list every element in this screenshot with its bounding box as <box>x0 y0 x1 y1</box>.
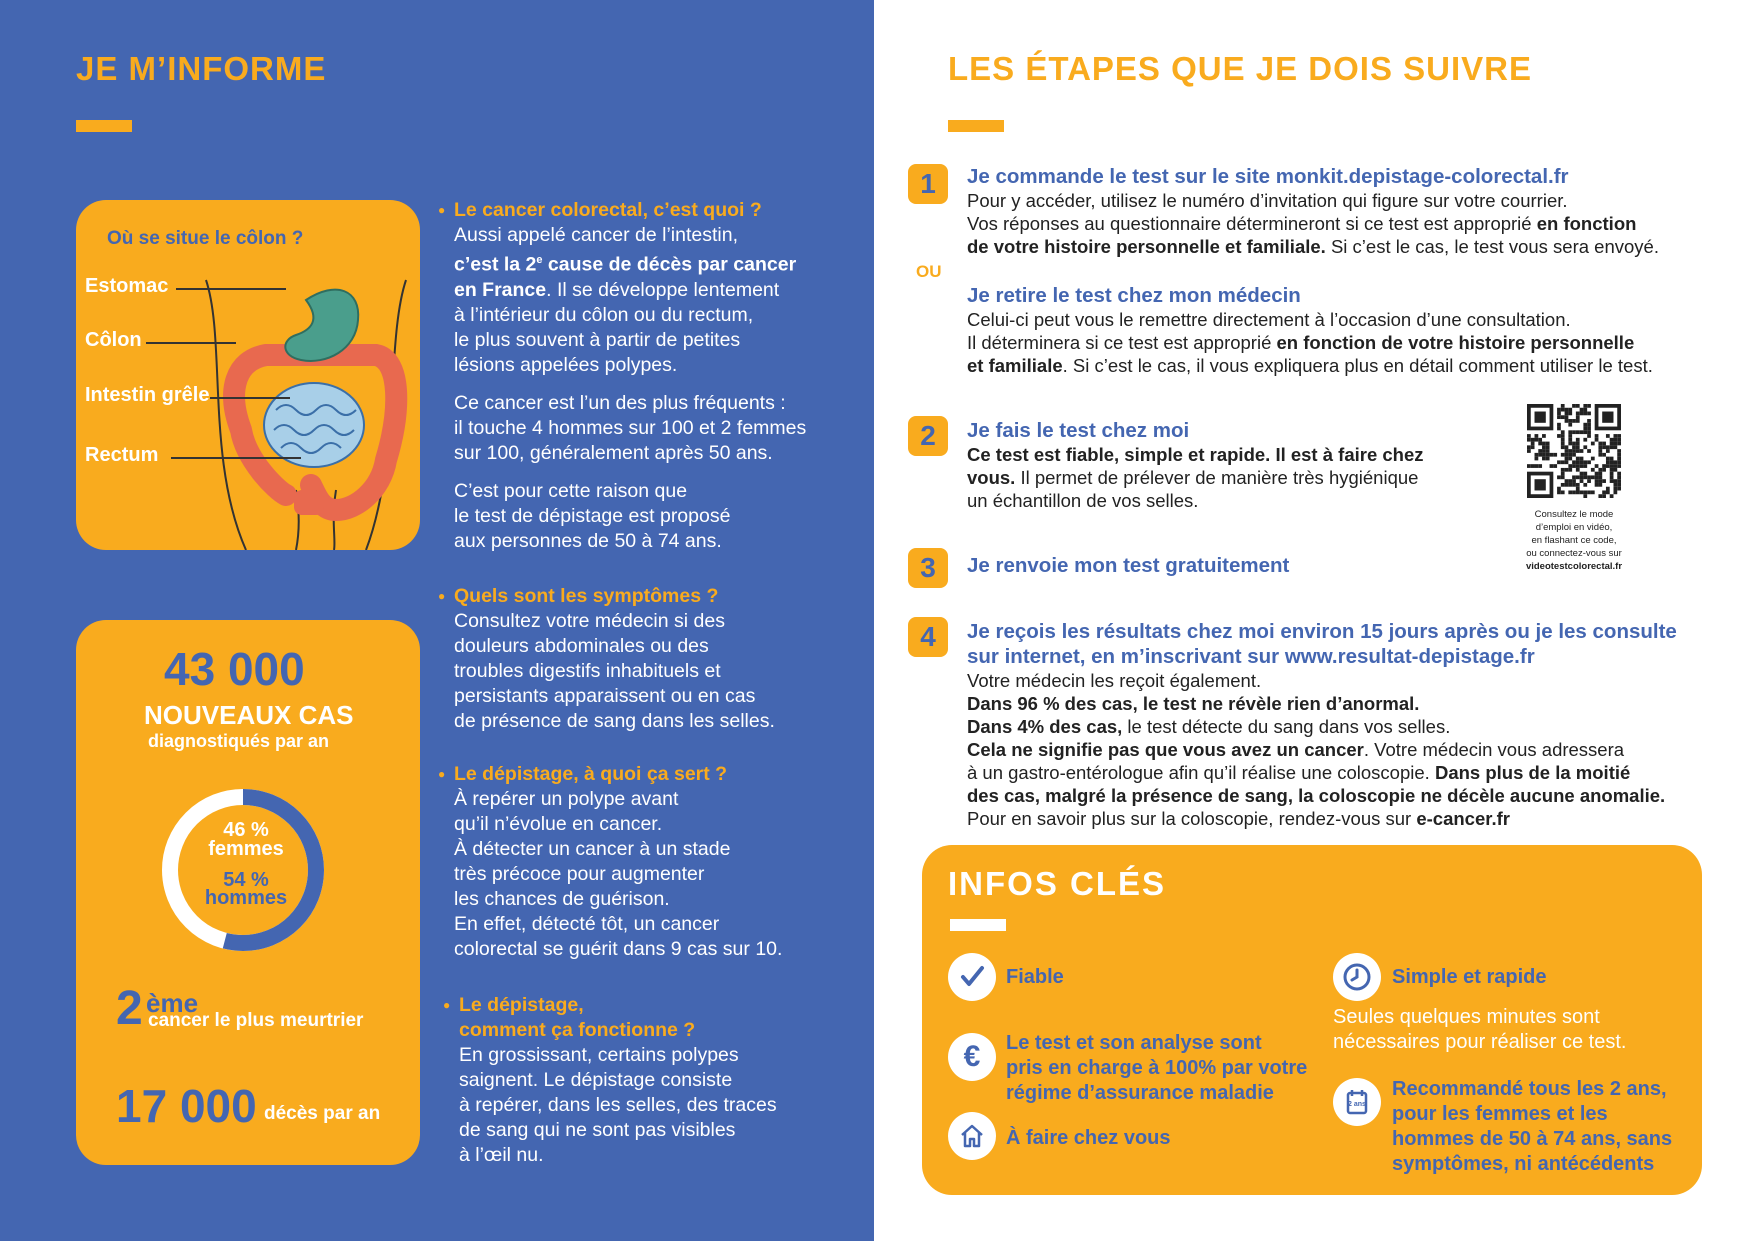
text-span: . Si c’est le cas, il vous expliquera plus en détail comment utiliser le test. <box>1062 355 1653 376</box>
text-line: à repérer, dans les selles, des traces <box>459 1094 777 1116</box>
text-line: Pour y accéder, utilisez le numéro d’invitation qui figure sur votre courrier. <box>967 190 1568 211</box>
text-line: le test de dépistage est proposé <box>454 504 731 527</box>
text-span: Vos réponses au questionnaire détermineront si ce test est approprié <box>967 213 1537 234</box>
text-line: Aussi appelé cancer de l’intestin, <box>454 224 738 246</box>
section-how-it-works <box>459 993 777 1168</box>
text-line: en flashant ce code, <box>1531 535 1617 546</box>
step-4-title: Je reçois les résultats chez moi environ 15 jours après ou je les consulte <box>967 620 1677 643</box>
section-what-is <box>454 198 806 554</box>
text-line: à l’œil nu. <box>459 1144 544 1166</box>
question-screening-purpose: ● Le dépistage, à quoi ça sert ? <box>454 762 782 787</box>
label-colon: Côlon <box>85 329 142 351</box>
check-icon <box>948 953 996 1001</box>
left-title: JE M’INFORME <box>76 50 327 87</box>
text-line: saignent. Le dépistage consiste <box>459 1069 733 1091</box>
text-line: pris en charge à 100% par votre <box>1006 1057 1308 1079</box>
text-line <box>967 354 1653 377</box>
text-span: . Votre médecin vous adressera <box>1363 739 1625 760</box>
leader-line <box>171 457 301 459</box>
text-line <box>967 331 1653 354</box>
step-4 <box>967 619 1677 830</box>
step-2-badge: 2 <box>908 416 948 456</box>
infos-title-bar <box>950 919 1006 931</box>
label-rectum: Rectum <box>85 444 159 466</box>
text-bold: Dans 96 % des cas, le test ne révèle rien d’anormal. <box>967 693 1420 714</box>
right-title: LES ÉTAPES QUE JE DOIS SUIVRE <box>948 50 1533 87</box>
text-bold: de votre histoire personnelle et familiale. <box>967 236 1326 257</box>
text-bold: en fonction de votre histoire personnelle <box>1276 332 1635 353</box>
text-line: de présence de sang dans les selles. <box>454 710 775 732</box>
right-title-bar <box>948 120 1004 132</box>
stats-card <box>76 620 420 1165</box>
new-cases-label: NOUVEAUX CAS <box>144 700 354 730</box>
text-line: pour les femmes et les <box>1392 1103 1608 1125</box>
text-bold: Dans 4% des cas, <box>967 716 1123 737</box>
leader-line <box>146 342 236 344</box>
text-line: de sang qui ne sont pas visibles <box>459 1119 736 1141</box>
text-line: hommes de 50 à 74 ans, sans <box>1392 1128 1673 1150</box>
deaths-label: décès par an <box>264 1103 381 1124</box>
text-line <box>967 761 1677 784</box>
deaths-number: 17 000 <box>116 1080 257 1132</box>
rank-suffix: ème <box>146 988 199 1018</box>
text-line: il touche 4 hommes sur 100 et 2 femmes <box>454 416 807 439</box>
text-line: Votre médecin les reçoit également. <box>967 670 1262 691</box>
label-estomac: Estomac <box>85 275 169 297</box>
text-line: le plus souvent à partir de petites <box>454 328 741 351</box>
step-3-title: Je renvoie mon test gratuitement <box>967 554 1290 577</box>
text-line: C’est pour cette raison que <box>454 479 688 502</box>
text-line: Celui-ci peut vous le remettre directement à l’occasion d’une consultation. <box>967 309 1571 330</box>
rank-number: 2 <box>116 982 143 1035</box>
text-line <box>967 784 1677 807</box>
text-line: lésions appelées polypes. <box>454 353 678 376</box>
left-title-bar <box>76 120 132 132</box>
step-2 <box>967 418 1424 512</box>
text-line: À détecter un cancer à un stade <box>454 838 731 860</box>
step-1-alt-title: Je retire le test chez mon médecin <box>967 284 1301 307</box>
text-line: un échantillon de vos selles. <box>967 490 1199 511</box>
step-1-badge: 1 <box>908 164 948 204</box>
text-line: En effet, détecté tôt, un cancer <box>454 913 720 935</box>
text-bold: vous. <box>967 467 1016 488</box>
text-line: d’emploi en vidéo, <box>1535 522 1613 533</box>
colon-question: Où se situe le côlon ? <box>107 228 304 249</box>
house-icon <box>948 1112 996 1160</box>
euro-icon: € <box>948 1033 996 1081</box>
men-pct: 54 % <box>223 869 269 891</box>
text-line: très précoce pour augmenter <box>454 863 705 885</box>
text-sup: e <box>536 254 543 266</box>
text-line: douleurs abdominales ou des <box>454 635 709 657</box>
women-label: femmes <box>208 838 284 860</box>
text-line: Le test et son analyse sont <box>1006 1032 1262 1054</box>
text-bold: c’est la 2 <box>454 253 537 276</box>
section-screening-purpose <box>454 762 782 962</box>
new-cases-number: 43 000 <box>164 643 305 695</box>
digestive-system-illustration <box>186 260 420 550</box>
text-line: colorectal se guérit dans 9 cas sur 10. <box>454 938 783 960</box>
question-what-is: ● Le cancer colorectal, c’est quoi ? <box>454 198 806 223</box>
text-line <box>967 235 1659 258</box>
question-symptoms: ● Quels sont les symptômes ? <box>454 584 775 609</box>
leader-line <box>210 397 290 399</box>
section-symptoms <box>454 584 775 734</box>
or-label: OU <box>916 262 942 281</box>
text-span: . Il se développe lentement <box>546 278 780 301</box>
info-simple-fast: Simple et rapide <box>1392 966 1547 988</box>
new-cases-sub: diagnostiqués par an <box>148 731 330 751</box>
text-line <box>967 807 1677 830</box>
info-reliable: Fiable <box>1006 966 1064 988</box>
text-line: sur 100, généralement après 50 ans. <box>454 441 773 464</box>
text-line: qu’il n’évolue en cancer. <box>454 813 663 835</box>
text-bold: en fonction <box>1536 213 1637 234</box>
text-bold: des cas, malgré la présence de sang, la coloscopie ne décèle aucune anomalie. <box>967 785 1666 806</box>
women-pct: 46 % <box>223 819 269 841</box>
text-line: À repérer un polype avant <box>454 788 679 810</box>
question-how-it-works-line2: comment ça fonctionne ? <box>459 1019 696 1041</box>
text-line <box>454 248 806 278</box>
text-line <box>967 212 1659 235</box>
step-3-badge: 3 <box>908 548 948 588</box>
ecancer-link[interactable]: e-cancer.fr <box>1416 808 1510 829</box>
text-line <box>967 443 1424 466</box>
info-at-home: À faire chez vous <box>1006 1127 1171 1149</box>
text-line: Consultez votre médecin si des <box>454 610 725 632</box>
text-line: Recommandé tous les 2 ans, <box>1392 1078 1667 1100</box>
text-line: Ce cancer est l’un des plus fréquents : <box>454 391 786 414</box>
text-bold: et familiale <box>967 355 1063 376</box>
step-4-title-line2: sur internet, en m’inscrivant sur www.resultat-depistage.fr <box>967 645 1535 668</box>
step-1 <box>967 164 1659 258</box>
text-span: le test détecte du sang dans vos selles. <box>1122 716 1451 737</box>
label-intestin-grele: Intestin grêle <box>85 384 210 406</box>
qr-link[interactable]: videotestcolorectal.fr <box>1525 561 1623 572</box>
calendar-label: 2 ans <box>1348 1101 1366 1108</box>
left-panel <box>0 0 874 1241</box>
info-simple-fast-desc <box>1333 1005 1626 1055</box>
text-line <box>967 466 1424 489</box>
step-1-title: Je commande le test sur le site monkit.depistage-colorectal.fr <box>967 165 1569 188</box>
text-span: Pour en savoir plus sur la coloscopie, rendez-vous sur <box>967 808 1417 829</box>
text-bold: en France <box>454 278 547 301</box>
men-label: hommes <box>204 887 288 909</box>
text-bold: Ce test est fiable, simple et rapide. Il est à faire chez <box>967 444 1424 465</box>
colon-card <box>76 200 420 550</box>
text-line: persistants apparaissent ou en cas <box>454 685 756 707</box>
text-bold: Cela ne signifie pas que vous avez un cancer <box>967 739 1364 760</box>
question-how-it-works: ● Le dépistage, <box>459 993 777 1018</box>
text-line: à l’intérieur du côlon ou du rectum, <box>454 303 754 326</box>
text-line: aux personnes de 50 à 74 ans. <box>454 529 722 552</box>
text-line: les chances de guérison. <box>454 888 670 910</box>
text-bold: cause de décès par cancer <box>542 253 797 276</box>
text-line: ou connectez-vous sur <box>1526 548 1622 559</box>
step-2-title: Je fais le test chez moi <box>967 419 1190 442</box>
text-span: Il permet de prélever de manière très hygiénique <box>1015 467 1419 488</box>
calendar-icon <box>1333 1078 1381 1126</box>
text-line <box>967 692 1677 715</box>
clock-icon <box>1333 953 1381 1001</box>
text-line: troubles digestifs inhabituels et <box>454 660 721 682</box>
text-line: régime d’assurance maladie <box>1006 1082 1274 1104</box>
text-span: Si c’est le cas, le test vous sera envoyé. <box>1325 236 1659 257</box>
infos-cles-card <box>922 845 1702 1195</box>
text-line <box>967 738 1677 761</box>
text-line <box>454 278 806 303</box>
qr-caption <box>1508 508 1640 573</box>
infos-title: INFOS CLÉS <box>948 865 1167 902</box>
text-span: à un gastro-entérologue afin qu’il réalise une coloscopie. <box>967 762 1435 783</box>
text-line: Consultez le mode <box>1534 509 1614 520</box>
info-coverage <box>1006 1031 1307 1106</box>
info-recommended <box>1392 1077 1672 1177</box>
qr-code[interactable] <box>1527 404 1621 498</box>
text-line <box>967 715 1677 738</box>
step-3 <box>967 553 1289 578</box>
text-line: En grossissant, certains polypes <box>459 1044 739 1066</box>
step-4-badge: 4 <box>908 617 948 657</box>
text-span: Il déterminera si ce test est approprié <box>967 332 1277 353</box>
text-line: symptômes, ni antécédents <box>1392 1153 1655 1175</box>
text-line: nécessaires pour réaliser ce test. <box>1333 1031 1627 1053</box>
rank-label: cancer le plus meurtrier <box>148 1010 364 1031</box>
step-1-alt <box>967 283 1653 377</box>
text-bold: Dans plus de la moitié <box>1434 762 1631 783</box>
text-line: Seules quelques minutes sont <box>1333 1006 1600 1028</box>
leader-line <box>176 288 286 290</box>
